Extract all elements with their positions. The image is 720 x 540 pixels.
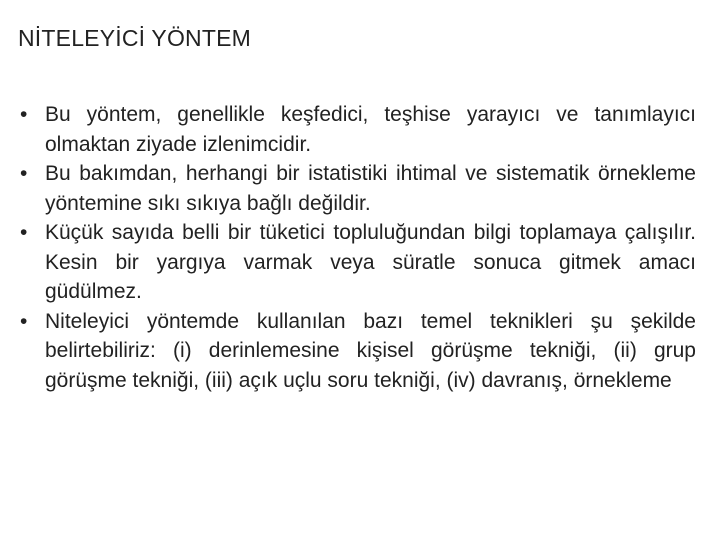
bullet-text-4: Niteleyici yöntemde kullanılan bazı temel teknikleri şu şekilde belirtebiliriz: (i) derinlemesine kişisel görüşme tekniği, (ii) grup görüşme tekniği, (iii) açık uçlu soru tekniği, (iv) davranış, örnekleme (45, 309, 696, 392)
bullet-item-1 (20, 100, 696, 159)
bullet-text-3: Küçük sayıda belli bir tüketici topluluğundan bilgi toplamaya çalışılır. Kesin bir yargıya varmak veya süratle sonuca gitmek amacı güdülmez. (45, 221, 696, 303)
bullet-text-2: Bu bakımdan, herhangi bir istatistiki ihtimal ve sistematik örnekleme yöntemine sıkı sıkıya bağlı değildir. (45, 162, 696, 215)
bullet-icon: • (20, 162, 28, 185)
bullet-icon: • (20, 103, 28, 126)
bullet-item-2 (20, 159, 696, 218)
bullet-item-4 (20, 307, 696, 396)
bullet-icon: • (20, 221, 28, 244)
slide-title: NİTELEYİCİ YÖNTEM (18, 25, 252, 51)
bullet-item-3 (20, 218, 696, 307)
bullet-icon: • (20, 309, 28, 333)
bullet-text-1: Bu yöntem, genellikle keşfedici, teşhise yarayıcı ve tanımlayıcı olmaktan ziyade izlenimcidir. (45, 103, 696, 156)
bullet-list (20, 100, 696, 395)
